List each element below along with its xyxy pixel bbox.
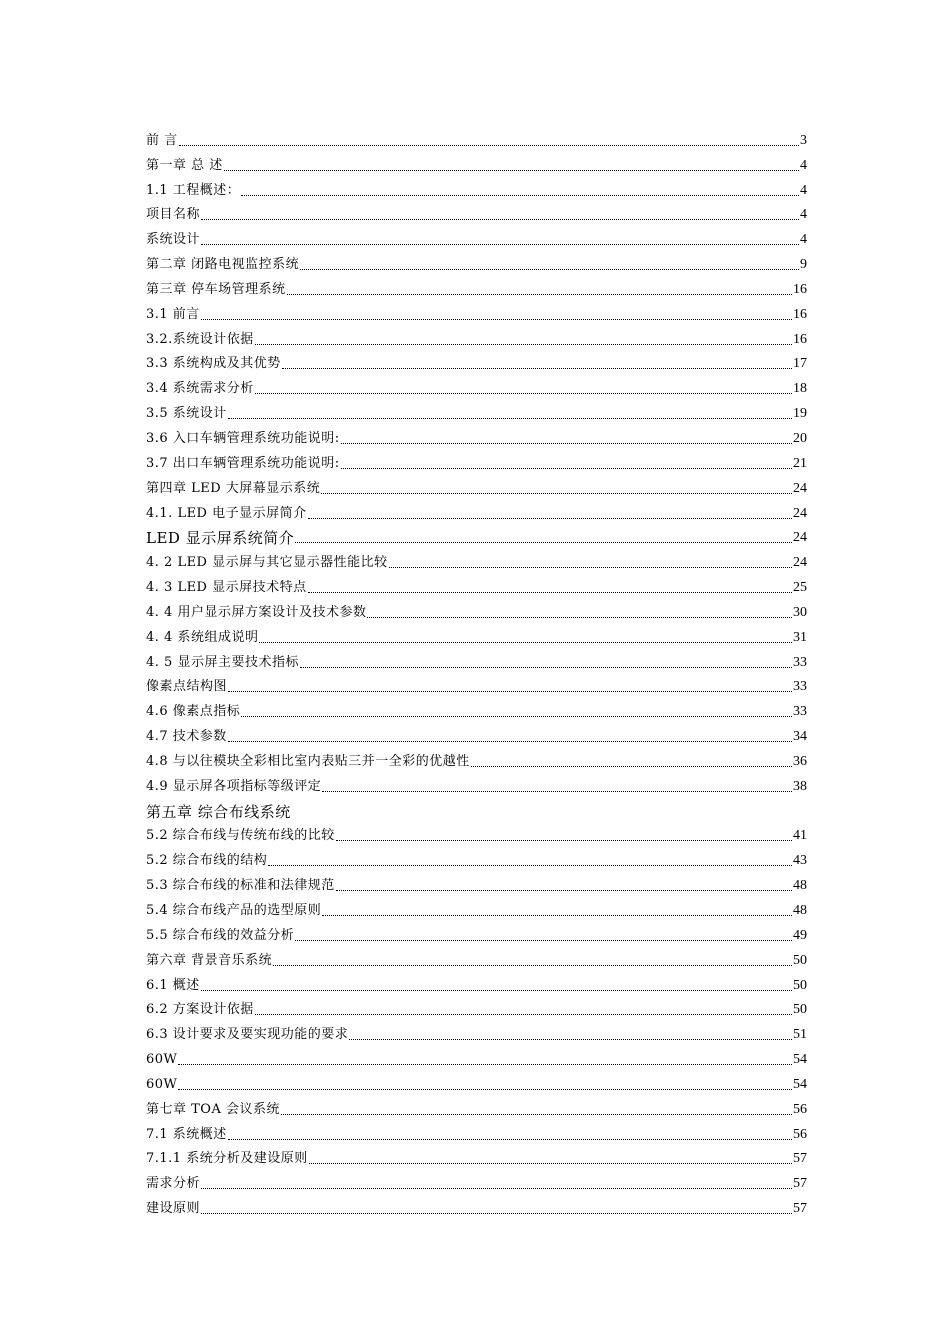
toc-leader-dots (201, 1188, 792, 1189)
toc-entry-title: 6.3 设计要求及要实现功能的要求 (146, 1027, 349, 1043)
toc-entry[interactable] (146, 647, 807, 672)
toc-entry-title: 第六章 背景音乐系统 (146, 952, 273, 968)
toc-leader-dots (336, 890, 792, 891)
toc-entry-page: 20 (793, 430, 807, 446)
toc-entry-title: 4.1. LED 电子显示屏简介 (146, 505, 307, 521)
toc-entry[interactable] (146, 1094, 807, 1119)
toc-entry-title: LED 显示屏系统简介 (146, 529, 295, 548)
toc-leader-dots (300, 269, 799, 270)
toc-entry-page: 31 (793, 629, 807, 645)
toc-entry-title: 6.1 概述 (146, 977, 200, 993)
toc-entry-title: 5.4 综合布线产品的选型原则 (146, 903, 322, 918)
toc-entry-page: 54 (793, 1076, 807, 1092)
toc-entry[interactable] (146, 622, 807, 647)
toc-leader-dots (309, 1163, 792, 1164)
toc-entry-title: 建设原则 (146, 1201, 201, 1217)
toc-entry-page: 56 (793, 1126, 807, 1142)
toc-entry[interactable] (146, 448, 807, 473)
toc-entry-title: 5.5 综合布线的效益分析 (146, 927, 295, 943)
toc-entry-page: 56 (793, 1101, 807, 1117)
toc-leader-dots (273, 965, 792, 966)
toc-entry[interactable] (146, 249, 807, 274)
toc-leader-dots (300, 667, 792, 668)
toc-entry-title: 4.6 像素点指标 (146, 704, 241, 720)
toc-entry-page: 43 (793, 853, 807, 869)
toc-entry-page: 57 (793, 1176, 807, 1192)
toc-entry-title: 4. 4 用户显示屏方案设计及技术参数 (146, 604, 367, 620)
toc-entry-page: 48 (793, 903, 807, 918)
toc-entry-page: 33 (793, 704, 807, 720)
toc-entry-title: 第三章 停车场管理系统 (146, 281, 286, 297)
toc-entry-page: 36 (793, 753, 807, 769)
toc-entry-page: 16 (793, 281, 807, 297)
toc-leader-dots (178, 1089, 792, 1090)
toc-entry-page: 54 (793, 1052, 807, 1068)
toc-leader-dots (255, 344, 792, 345)
toc-entry-title: 前 言 (146, 132, 178, 148)
toc-entry[interactable] (146, 696, 807, 721)
toc-entry[interactable] (146, 970, 807, 995)
toc-entry[interactable] (146, 523, 807, 548)
toc-leader-dots (341, 468, 792, 469)
toc-leader-dots (178, 1064, 792, 1065)
toc-leader-dots (367, 617, 792, 618)
toc-entry[interactable] (146, 423, 807, 448)
toc-leader-dots (321, 493, 792, 494)
toc-entry-page: 4 (800, 182, 807, 198)
toc-entry-page: 50 (793, 952, 807, 968)
toc-entry-title: 需求分析 (146, 1176, 201, 1192)
toc-entry[interactable] (146, 1193, 807, 1218)
toc-leader-dots (322, 791, 792, 792)
toc-entry[interactable] (146, 349, 807, 374)
toc-entry[interactable] (146, 945, 807, 970)
toc-entry-title: 第四章 LED 大屏幕显示系统 (146, 480, 321, 496)
toc-entry-page: 4 (800, 207, 807, 223)
toc-entry-title: 项目名称 (146, 207, 201, 223)
toc-entry[interactable] (146, 299, 807, 324)
toc-entry-page: 21 (793, 455, 807, 471)
toc-entry[interactable] (146, 1119, 807, 1144)
toc-leader-dots (389, 567, 792, 568)
toc-leader-dots (295, 940, 792, 941)
toc-leader-dots (228, 691, 792, 692)
toc-leader-dots (282, 368, 792, 369)
toc-entry[interactable] (146, 721, 807, 746)
toc-entry-title: 4. 5 显示屏主要技术指标 (146, 654, 299, 670)
toc-entry[interactable] (146, 224, 807, 249)
toc-entry-title: 5.3 综合布线的标准和法律规范 (146, 878, 335, 894)
toc-leader-dots (295, 542, 792, 543)
toc-entry-page: 9 (800, 257, 807, 273)
toc-entry[interactable] (146, 845, 807, 870)
toc-entry-page: 4 (800, 232, 807, 248)
toc-leader-dots (259, 642, 792, 643)
toc-entry-page: 24 (793, 480, 807, 496)
toc-entry-page: 33 (793, 679, 807, 695)
toc-entry-title: 4.7 技术参数 (146, 729, 227, 745)
toc-entry-page: 16 (793, 331, 807, 347)
toc-entry-title: 像素点结构图 (146, 679, 228, 695)
toc-entry[interactable] (146, 672, 807, 697)
toc-entry-title: 60W (146, 1052, 178, 1068)
toc-leader-dots (268, 865, 792, 866)
toc-leader-dots (255, 1014, 792, 1015)
toc-entry[interactable] (146, 1168, 807, 1193)
toc-entry[interactable] (146, 398, 807, 423)
toc-entry-title: 3.2.系统设计依据 (146, 331, 254, 347)
toc-entry-title: 4. 4 系统组成说明 (146, 629, 259, 645)
toc-entry-page: 4 (800, 157, 807, 173)
toc-entry-title: 7.1 系统概述 (146, 1126, 227, 1142)
toc-entry-title: 7.1.1 系统分析及建设原则 (146, 1151, 308, 1167)
toc-leader-dots (201, 244, 799, 245)
toc-leader-dots (241, 195, 799, 196)
toc-entry-title: 60W (146, 1076, 178, 1092)
toc-entry[interactable] (146, 1044, 807, 1069)
toc-leader-dots (241, 716, 792, 717)
toc-leader-dots (201, 219, 799, 220)
toc-entry-page: 25 (793, 580, 807, 596)
toc-entry[interactable] (146, 547, 807, 572)
toc-entry-page: 18 (793, 381, 807, 397)
toc-entry[interactable] (146, 274, 807, 299)
toc-entry-page: 34 (793, 729, 807, 745)
toc-entry-page: 33 (793, 654, 807, 670)
toc-entry[interactable] (146, 895, 807, 920)
toc-leader-dots (322, 915, 792, 916)
toc-entry-page: 57 (793, 1201, 807, 1217)
toc-leader-dots (224, 170, 799, 171)
toc-entry[interactable] (146, 1069, 807, 1094)
toc-leader-dots (349, 1039, 792, 1040)
toc-leader-dots (228, 418, 792, 419)
toc-entry[interactable] (146, 995, 807, 1020)
toc-entry-title: 4.8 与以往模块全彩相比室内表贴三并一全彩的优越性 (146, 753, 470, 769)
toc-entry-page: 19 (793, 406, 807, 422)
toc-entry[interactable] (146, 373, 807, 398)
toc-entry-page: 24 (793, 505, 807, 521)
toc-leader-dots (201, 1213, 792, 1214)
toc-entry-page: 50 (793, 977, 807, 993)
toc-entry-title: 4.9 显示屏各项指标等级评定 (146, 778, 322, 794)
toc-entry[interactable] (146, 175, 807, 200)
toc-entry-title: 1.1 工程概述： (146, 182, 241, 198)
toc-entry[interactable] (146, 746, 807, 771)
toc-entry-title: 3.6 入口车辆管理系统功能说明: (146, 430, 340, 446)
toc-entry-page: 49 (793, 927, 807, 943)
toc-entry-page: 51 (793, 1027, 807, 1043)
toc-entry[interactable] (146, 324, 807, 349)
toc-entry-title: 3.7 出口车辆管理系统功能说明: (146, 455, 340, 471)
toc-leader-dots (287, 294, 792, 295)
toc-entry-title: 5.2 综合布线的结构 (146, 853, 268, 869)
toc-entry[interactable] (146, 200, 807, 225)
toc-entry[interactable] (146, 920, 807, 945)
toc-entry-title: 4. 2 LED 显示屏与其它显示器性能比较 (146, 555, 388, 571)
toc-entry[interactable] (146, 870, 807, 895)
toc-leader-dots (228, 741, 792, 742)
toc-entry-title: 第七章 TOA 会议系统 (146, 1101, 280, 1117)
toc-entry-title: 3.1 前言 (146, 306, 200, 322)
toc-entry-page: 17 (793, 356, 807, 372)
toc-entry-page: 38 (793, 778, 807, 794)
toc-entry-page: 24 (793, 555, 807, 571)
toc-entry[interactable] (146, 597, 807, 622)
toc-entry-title: 4. 3 LED 显示屏技术特点 (146, 580, 307, 596)
toc-entry[interactable] (146, 821, 807, 846)
toc-entry-title: 3.4 系统需求分析 (146, 381, 254, 397)
toc-entry-title: 第二章 闭路电视监控系统 (146, 257, 300, 273)
toc-entry[interactable] (146, 796, 807, 821)
table-of-contents (146, 125, 807, 1218)
toc-leader-dots (308, 592, 792, 593)
toc-entry-title: 5.2 综合布线与传统布线的比较 (146, 828, 335, 844)
toc-entry[interactable] (146, 150, 807, 175)
toc-entry-page: 57 (793, 1151, 807, 1167)
toc-entry-title: 第一章 总 述 (146, 157, 223, 173)
toc-entry[interactable] (146, 498, 807, 523)
toc-leader-dots (471, 766, 792, 767)
toc-leader-dots (336, 840, 792, 841)
toc-leader-dots (281, 1114, 792, 1115)
toc-leader-dots (341, 443, 792, 444)
toc-entry-page: 48 (793, 878, 807, 894)
toc-leader-dots (308, 518, 792, 519)
toc-entry-page: 41 (793, 828, 807, 844)
toc-leader-dots (179, 145, 799, 146)
toc-leader-dots (255, 393, 792, 394)
toc-entry[interactable] (146, 1144, 807, 1169)
toc-entry[interactable] (146, 125, 807, 150)
toc-entry[interactable] (146, 572, 807, 597)
toc-entry[interactable] (146, 473, 807, 498)
toc-entry-page: 24 (793, 530, 807, 546)
toc-entry-page: 3 (800, 132, 807, 148)
toc-leader-dots (201, 990, 792, 991)
toc-entry-title: 3.5 系统设计 (146, 406, 227, 422)
toc-entry-title: 6.2 方案设计依据 (146, 1002, 254, 1018)
toc-entry-page: 30 (793, 604, 807, 620)
toc-leader-dots (201, 319, 792, 320)
toc-entry-page: 50 (793, 1002, 807, 1018)
toc-entry-page: 16 (793, 306, 807, 322)
toc-entry[interactable] (146, 771, 807, 796)
toc-entry[interactable] (146, 1019, 807, 1044)
toc-entry-title: 系统设计 (146, 232, 201, 248)
toc-leader-dots (228, 1139, 792, 1140)
toc-entry-title: 3.3 系统构成及其优势 (146, 356, 281, 372)
toc-entry-title: 第五章 综合布线系统 (146, 802, 291, 821)
